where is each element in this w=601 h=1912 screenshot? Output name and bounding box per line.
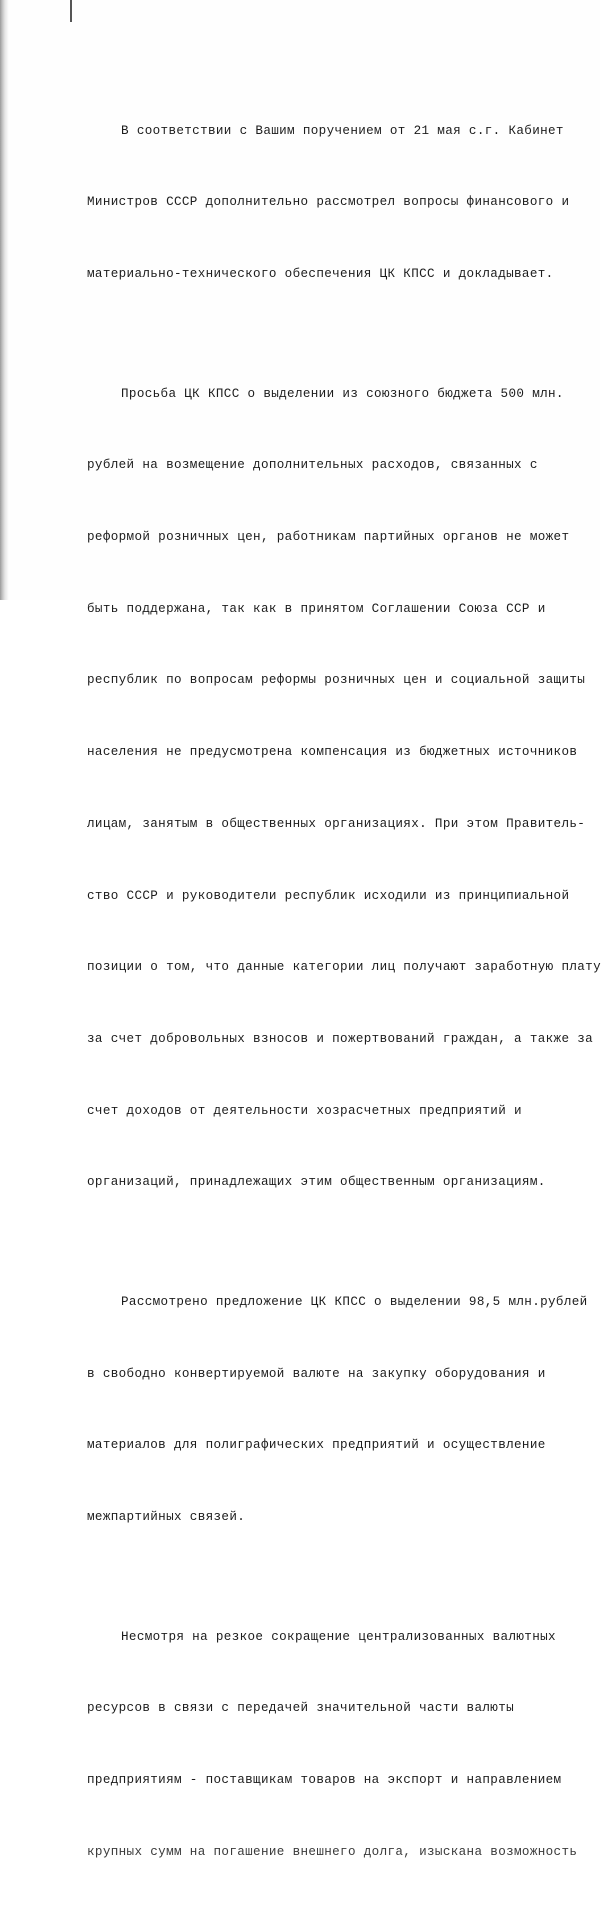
paragraph-4-line-2: ресурсов в связи с передачей значительной части валюты (87, 1701, 515, 1716)
paragraph-2-line-1: Просьба ЦК КПСС о выделении из союзного бюджета 500 млн. (121, 386, 564, 401)
document-body (87, 48, 601, 1912)
paragraph-2-line-5: республик по вопросам реформы розничных цен и социальной защиты (87, 673, 586, 688)
paragraph-1-line-2: Министров СССР дополнительно рассмотрел вопросы финансового и (87, 195, 570, 210)
paragraph-2-line-4: быть поддержана, так как в принятом Соглашении Союза ССР и (87, 601, 546, 616)
paragraph-2-line-8: ство СССР и руководители республик исходили из принципиальной (87, 888, 570, 903)
scan-edge-mark (70, 0, 72, 22)
paragraph-2-line-7: лицам, занятым в общественных организациях. При этом Правитель- (87, 816, 586, 831)
paragraph-4-line-1: Несмотря на резкое сокращение централизованных валютных (121, 1629, 556, 1644)
paragraph-3-line-4: межпартийных связей. (87, 1510, 246, 1524)
paragraph-2-line-6: населения не предусмотрена компенсация из бюджетных источников (87, 745, 578, 760)
paragraph-2-line-11: счет доходов от деятельности хозрасчетных предприятий и (87, 1103, 522, 1118)
paragraph-3-line-2: в свободно конвертируемой валюте на закупку оборудования и (87, 1366, 546, 1381)
paragraph-4-line-4: крупных сумм на погашение внешнего долга, изыскана возможность (87, 1844, 578, 1859)
scan-left-edge-shadow (0, 0, 9, 600)
paragraph-1-line-1: В соответствии с Вашим поручением от 21 мая с.г. Кабинет (121, 123, 564, 138)
paragraph-2-line-12: организаций, принадлежащих этим общественным организациям. (87, 1175, 546, 1190)
paragraph-1-line-3: материально-технического обеспечения ЦК КПСС и докладывает. (87, 267, 554, 282)
paragraph-3-line-1: Рассмотрено предложение ЦК КПСС о выделении 98,5 млн.рублей (121, 1294, 588, 1309)
paragraph-3-line-3: материалов для полиграфических предприятий и осуществление (87, 1438, 546, 1453)
paragraph-2-line-3: реформой розничных цен, работникам партийных органов не может (87, 530, 570, 545)
paragraph-2-line-10: за счет добровольных взносов и пожертвований граждан, а также за (87, 1031, 594, 1046)
paragraph-2-line-2: рублей на возмещение дополнительных расходов, связанных с (87, 458, 538, 473)
paragraph-2-line-9: позиции о том, что данные категории лиц получают заработную плату (87, 960, 601, 975)
paragraph-4-line-3: предприятиям - поставщикам товаров на экспорт и направлением (87, 1772, 562, 1787)
